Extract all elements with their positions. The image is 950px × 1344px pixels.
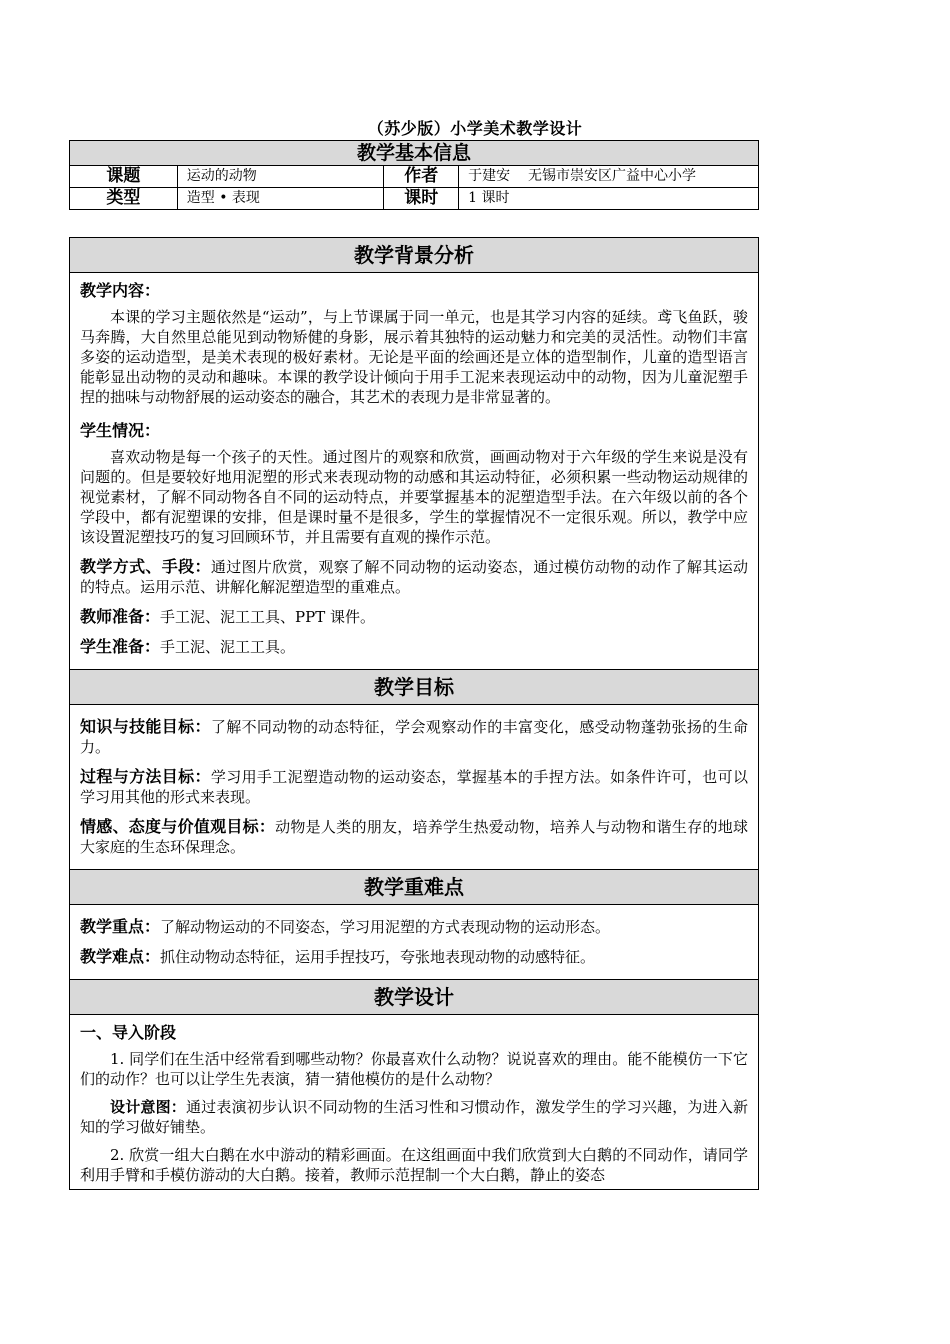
focus-text: 了解动物运动的不同姿态，学习用泥塑的方式表现动物的运动形态。 bbox=[160, 918, 611, 936]
content-paragraph: 本课的学习主题依然是“运动”，与上节课属于同一单元，也是其学习内容的延续。鸢飞鱼跃，骏马奔腾，大自然里总能见到动物矫健的身影，展示着其独特的运动魅力和完美的灵活性。动物们丰富多姿的运动造型，是美术表现的极好素材。无论是平面的绘画还是立体的造型制作，儿童的造型语言能彰显出动物的灵动和趣味。本课的教学设计倾向于用手工泥来表现运动中的动物，因为儿童泥塑手捏的拙味与动物舒展的运动姿态的融合，其艺术的表现力是非常显著的。 bbox=[80, 308, 748, 406]
process-paragraph bbox=[80, 767, 748, 807]
type-value: 造型 • 表现 bbox=[177, 188, 384, 210]
difficulty-label: 教学难点： bbox=[80, 947, 161, 966]
student-prep-paragraph bbox=[80, 637, 748, 657]
student-prep-label: 学生准备： bbox=[80, 637, 161, 656]
design-section bbox=[70, 1015, 759, 1190]
student-prep-text: 手工泥、泥工工具。 bbox=[160, 638, 296, 656]
student-paragraph: 喜欢动物是每一个孩子的天性。通过图片的观察和欣赏，画画动物对于六年级的学生来说是没有问题的。但是要较好地用泥塑的形式来表现动物的动感和其运动特征，必须积累一些动物运动规律的视觉素材，了解不同动物各自不同的运动特点，并要掌握基本的泥塑造型手法。在六年级以前的各个学段中，都有泥塑课的安排，但是课时量不是很多，学生的掌握情况不一定很乐观。所以，教学中应该设置泥塑技巧的复习回顾环节，并且需要有直观的操作示范。 bbox=[80, 448, 748, 546]
difficulty-paragraph bbox=[80, 947, 748, 967]
process-label: 过程与方法目标： bbox=[80, 767, 211, 786]
main-table bbox=[69, 237, 759, 1190]
objectives-section bbox=[70, 705, 759, 870]
student-heading: 学生情况： bbox=[80, 421, 161, 440]
background-section bbox=[70, 273, 759, 670]
focus-label: 教学重点： bbox=[80, 917, 161, 936]
method-paragraph bbox=[80, 557, 748, 597]
background-header: 教学背景分析 bbox=[70, 238, 759, 273]
topic-label: 课题 bbox=[70, 166, 178, 188]
emotion-paragraph bbox=[80, 817, 748, 857]
teacher-prep-paragraph bbox=[80, 607, 748, 627]
design-intent-paragraph bbox=[80, 1097, 748, 1137]
author-label: 作者 bbox=[384, 166, 459, 188]
method-text: 通过图片欣赏，观察了解不同动物的运动姿态，通过模仿动物的动作了解其运动的特点。运用示范、讲解化解泥塑造型的重难点。 bbox=[80, 558, 748, 596]
design-intent-text: 通过表演初步认识不同动物的生活习性和习惯动作，激发学生的学习兴趣，为进入新知的学习做好铺垫。 bbox=[80, 1098, 748, 1136]
teacher-prep-label: 教师准备： bbox=[80, 607, 161, 626]
topic-value: 运动的动物 bbox=[177, 166, 384, 188]
basic-info-header: 教学基本信息 bbox=[70, 141, 759, 166]
method-label: 教学方式、手段： bbox=[80, 557, 211, 576]
teacher-prep-text: 手工泥、泥工工具、PPT 课件。 bbox=[160, 608, 375, 626]
knowledge-text: 了解不同动物的动态特征，学会观察动作的丰富变化，感受动物蓬勃张扬的生命力。 bbox=[80, 718, 748, 756]
keypoints-header: 教学重难点 bbox=[70, 870, 759, 905]
content-heading: 教学内容： bbox=[80, 281, 161, 300]
knowledge-paragraph bbox=[80, 717, 748, 757]
objectives-header: 教学目标 bbox=[70, 670, 759, 705]
process-text: 学习用手工泥塑造动物的运动姿态，掌握基本的手捏方法。如条件许可，也可以学习用其他的形式来表现。 bbox=[80, 768, 748, 806]
knowledge-label: 知识与技能目标： bbox=[80, 717, 211, 736]
author-value: 于建安 无锡市崇安区广益中心小学 bbox=[459, 166, 759, 188]
design-intent-label: 设计意图： bbox=[110, 1098, 186, 1116]
keypoints-section bbox=[70, 905, 759, 980]
basic-info-table bbox=[69, 140, 759, 210]
stage1-heading: 一、导入阶段 bbox=[80, 1023, 177, 1042]
design-header: 教学设计 bbox=[70, 980, 759, 1015]
period-value: 1 课时 bbox=[459, 188, 759, 210]
design-item-1: 1. 同学们在生活中经常看到哪些动物？你最喜欢什么动物？说说喜欢的理由。能不能模仿一下它们的动作？也可以让学生先表演，猜一猜他模仿的是什么动物？ bbox=[80, 1050, 748, 1088]
emotion-label: 情感、态度与价值观目标： bbox=[80, 817, 276, 836]
type-label: 类型 bbox=[70, 188, 178, 210]
period-label: 课时 bbox=[384, 188, 459, 210]
focus-paragraph bbox=[80, 917, 748, 937]
difficulty-text: 抓住动物动态特征，运用手捏技巧，夸张地表现动物的动感特征。 bbox=[160, 948, 596, 966]
document-title: （苏少版）小学美术教学设计 bbox=[367, 119, 583, 138]
emotion-text: 动物是人类的朋友，培养学生热爱动物，培养人与动物和谐生存的地球大家庭的生态环保理念。 bbox=[80, 818, 748, 856]
design-item-2: 2. 欣赏一组大白鹅在水中游动的精彩画面。在这组画面中我们欣赏到大白鹅的不同动作，请同学利用手臂和手模仿游动的大白鹅。接着，教师示范捏制一个大白鹅，静止的姿态 bbox=[80, 1146, 748, 1184]
